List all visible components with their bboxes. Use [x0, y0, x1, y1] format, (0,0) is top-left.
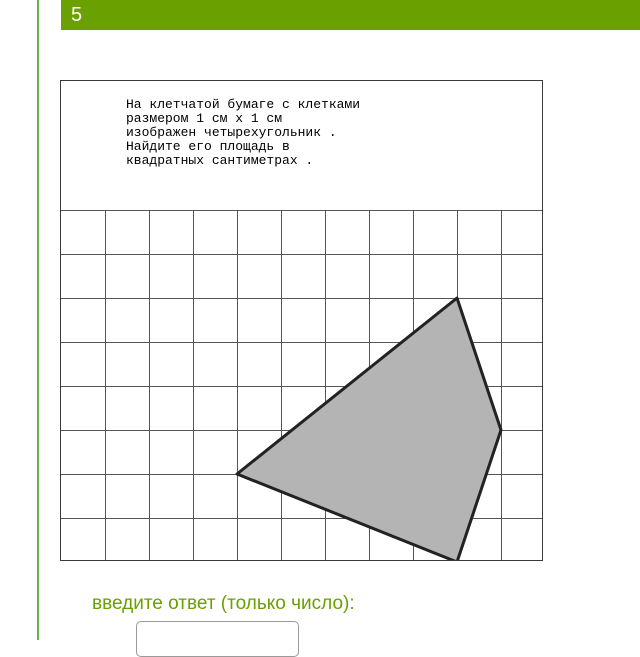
- task-card: [60, 80, 543, 561]
- task-statement-line: На клетчатой бумаге с клетками: [126, 97, 361, 112]
- answer-label: введите ответ (только число):: [92, 593, 355, 614]
- task-statement-line: изображен четырехугольник .: [126, 125, 337, 140]
- task-statement-line: квадратных сантиметрах .: [126, 153, 314, 168]
- checkered-grid-figure: [61, 81, 542, 560]
- left-rule: [37, 0, 39, 640]
- task-statement-line: размером 1 см x 1 см: [126, 111, 283, 126]
- task-number: 5: [71, 4, 83, 26]
- task-statement-line: Найдите его площадь в: [126, 139, 290, 154]
- task-header: [61, 0, 640, 30]
- answer-input[interactable]: [136, 621, 299, 657]
